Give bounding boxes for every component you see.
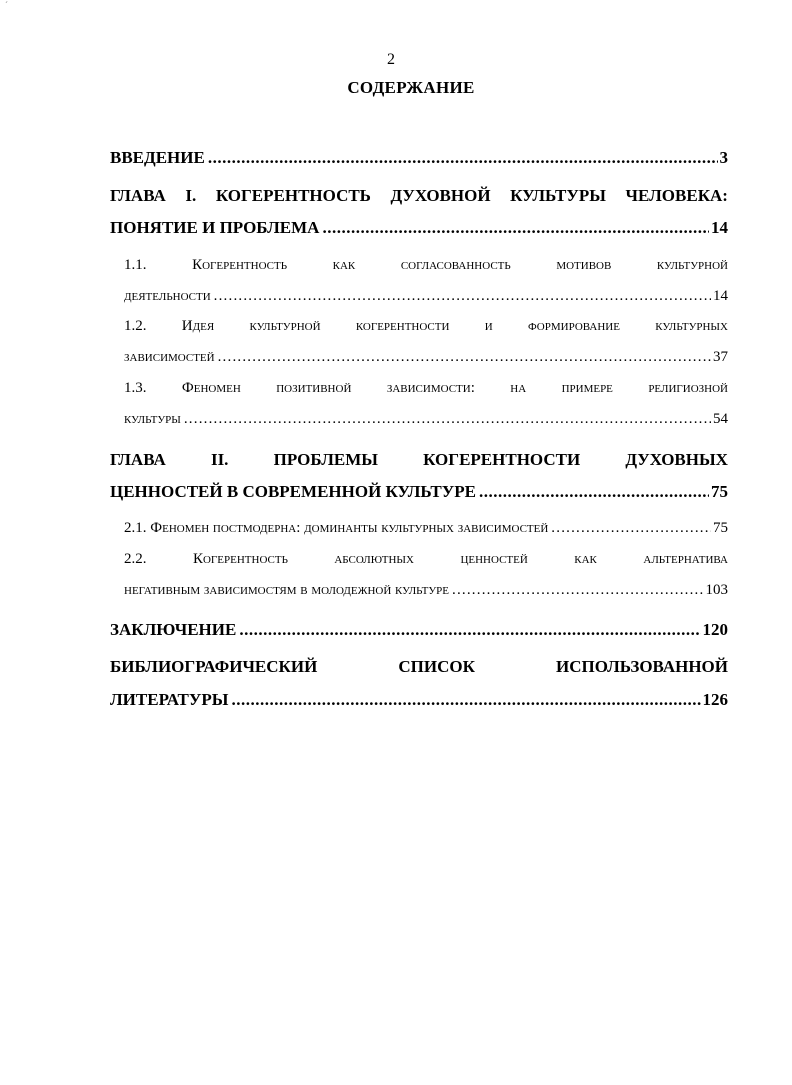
- toc-page-number: 103: [705, 582, 728, 598]
- word: КОГЕРЕНТНОСТИ: [423, 450, 581, 469]
- page-title: СОДЕРЖАНИЕ: [347, 78, 475, 97]
- toc-entry-section-1-3-line1[interactable]: [124, 380, 728, 397]
- word: формирование: [527, 318, 620, 334]
- word: II.: [210, 450, 229, 469]
- toc-entry-section-1-2-line2[interactable]: [124, 349, 728, 366]
- toc-page-number: 75: [711, 482, 728, 501]
- word: 1.1.: [124, 257, 147, 273]
- word: ценностей: [460, 551, 528, 567]
- toc-page-number: 14: [713, 288, 728, 304]
- toc-entry-section-1-2-line1[interactable]: [124, 318, 728, 335]
- dot-leader: [231, 690, 700, 710]
- toc-page-number: 120: [702, 620, 728, 639]
- word: ДУХОВНЫХ: [625, 450, 728, 469]
- toc-page-number: 37: [713, 349, 728, 365]
- word: I.: [185, 186, 197, 205]
- word: культурных: [655, 318, 728, 334]
- word: СПИСОК: [398, 657, 475, 676]
- word: как: [332, 257, 356, 273]
- word: когерентности: [355, 318, 450, 334]
- word: Когерентность: [192, 551, 288, 567]
- word: ГЛАВА: [110, 186, 166, 205]
- toc-entry-label: 2.1. Феномен постмодерна: доминанты культурных зависимостей: [124, 520, 549, 536]
- dot-leader: [214, 288, 711, 305]
- dot-leader: [239, 620, 700, 640]
- word: ПРОБЛЕМЫ: [273, 450, 378, 469]
- toc-entry-label: ЛИТЕРАТУРЫ: [110, 690, 229, 709]
- toc-entry-label: ЦЕННОСТЕЙ В СОВРЕМЕННОЙ КУЛЬТУРЕ: [110, 482, 476, 501]
- toc-entry-label: культуры: [124, 411, 181, 427]
- word: КУЛЬТУРЫ: [510, 186, 606, 205]
- toc-page-number: 126: [702, 690, 728, 709]
- word: культурной: [249, 318, 321, 334]
- toc-entry-chapter1-line2[interactable]: [110, 218, 728, 238]
- word: мотивов: [556, 257, 612, 273]
- word: ИСПОЛЬЗОВАННОЙ: [556, 657, 728, 676]
- dot-leader: [551, 520, 711, 537]
- toc-entry-label: зависимостей: [124, 349, 215, 365]
- toc-entry-label: ЗАКЛЮЧЕНИЕ: [110, 620, 237, 639]
- word: БИБЛИОГРАФИЧЕСКИЙ: [110, 657, 318, 676]
- word: ЧЕЛОВЕКА:: [625, 186, 728, 205]
- toc-entry-chapter2-line1[interactable]: [110, 450, 728, 470]
- toc-entry-section-1-1-line2[interactable]: [124, 288, 728, 305]
- word: на: [510, 380, 527, 396]
- word: Когерентность: [192, 257, 288, 273]
- word: и: [484, 318, 493, 334]
- toc-page-number: 14: [711, 218, 728, 237]
- toc-entry-conclusion[interactable]: [110, 620, 728, 640]
- toc-entry-section-2-2-line1[interactable]: [124, 551, 728, 568]
- word: позитивной: [276, 380, 352, 396]
- word: как: [574, 551, 597, 567]
- word: Идея: [181, 318, 215, 334]
- word: зависимости:: [386, 380, 475, 396]
- word: Феномен: [181, 380, 241, 396]
- toc-entry-label: ВВЕДЕНИЕ: [110, 148, 205, 167]
- word: примере: [561, 380, 613, 396]
- word: ГЛАВА: [110, 450, 166, 469]
- toc-entry-bibliography-line2[interactable]: [110, 690, 728, 710]
- toc-page-number: 75: [713, 520, 728, 536]
- word: 1.3.: [124, 380, 147, 396]
- toc-entry-label: негативным зависимостям в молодежной культуре: [124, 582, 449, 598]
- word: КОГЕРЕНТНОСТЬ: [215, 186, 371, 205]
- toc-entry-label: ПОНЯТИЕ И ПРОБЛЕМА: [110, 218, 320, 237]
- page-number: 2: [387, 51, 395, 68]
- word: 1.2.: [124, 318, 147, 334]
- dot-leader: [208, 148, 718, 168]
- toc-entry-label: деятельности: [124, 288, 211, 304]
- toc-entry-section-2-2-line2[interactable]: [124, 582, 728, 599]
- word: ДУХОВНОЙ: [390, 186, 491, 205]
- toc-page-number: 3: [719, 148, 728, 167]
- toc-entry-chapter1-line1[interactable]: [110, 186, 728, 206]
- toc-page-number: 54: [713, 411, 728, 427]
- toc-entry-section-1-3-line2[interactable]: [124, 411, 728, 428]
- word: абсолютных: [334, 551, 414, 567]
- word: 2.2.: [124, 551, 147, 567]
- toc-entry-chapter2-line2[interactable]: [110, 482, 728, 502]
- toc-entry-bibliography-line1[interactable]: [110, 657, 728, 677]
- scan-mark: ´: [5, 0, 8, 10]
- dot-leader: [218, 349, 711, 366]
- word: религиозной: [648, 380, 728, 396]
- dot-leader: [452, 582, 704, 599]
- toc-entry-section-2-1[interactable]: [124, 520, 728, 537]
- toc-entry-section-1-1-line1[interactable]: [124, 257, 728, 274]
- word: согласованность: [400, 257, 511, 273]
- dot-leader: [322, 218, 709, 238]
- toc-entry-intro[interactable]: [110, 148, 728, 168]
- word: культурной: [656, 257, 728, 273]
- dot-leader: [184, 411, 711, 428]
- word: альтернатива: [643, 551, 728, 567]
- dot-leader: [479, 482, 709, 502]
